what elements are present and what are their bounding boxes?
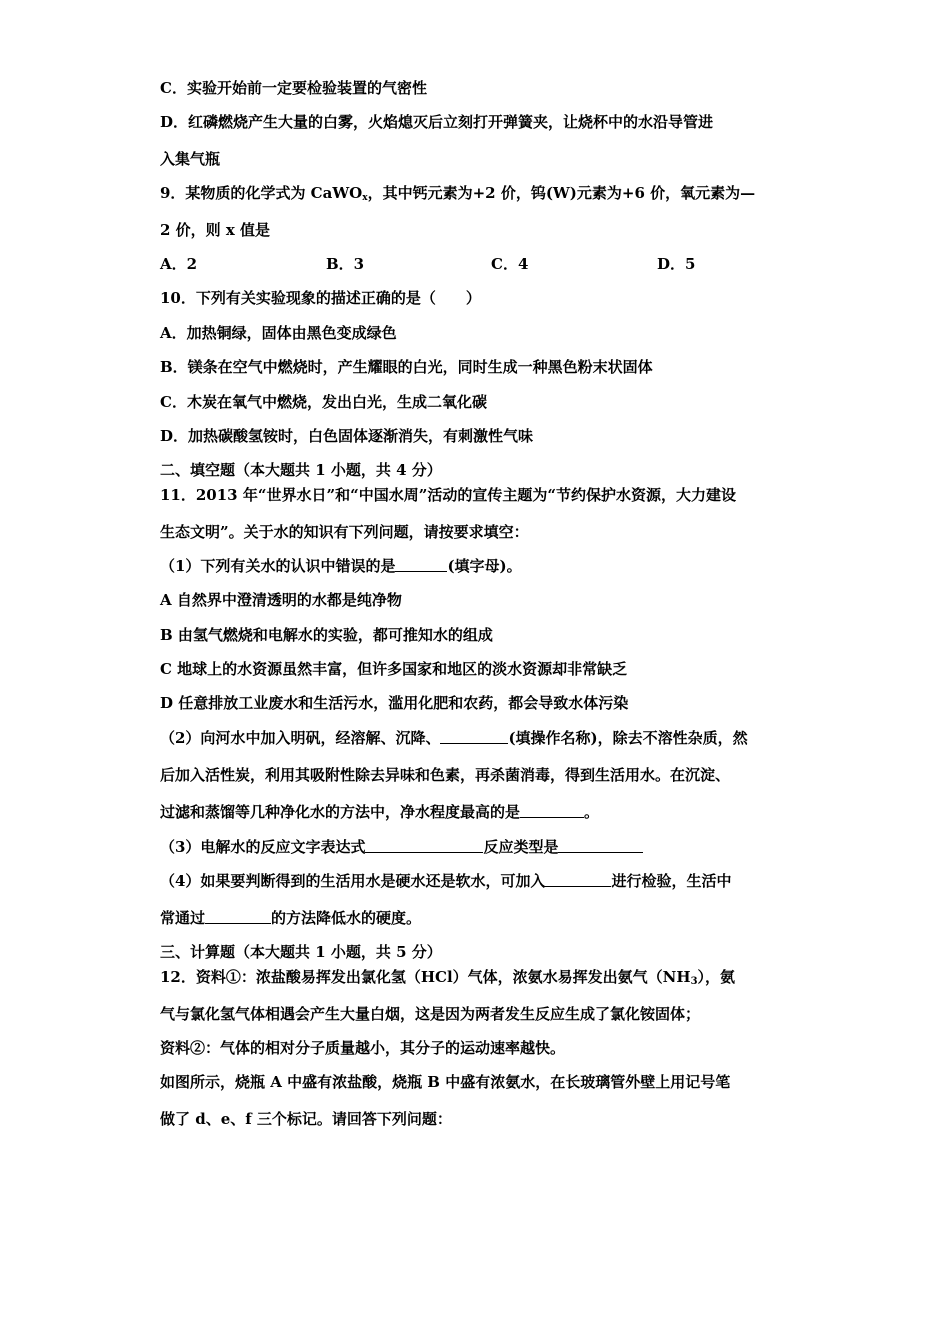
q9-stem: [160, 183, 755, 208]
q11-part2-line3-suffix: 。: [584, 803, 600, 821]
q9-stem-subscript: x: [362, 193, 368, 203]
q11-part3-middle: 反应类型是: [483, 838, 559, 856]
q11-part3-prefix: （3）电解水的反应文字表达式: [160, 838, 366, 856]
q11-part1-option-d: D 任意排放工业废水和生活污水，滥用化肥和农药，都会导致水体污染: [160, 694, 629, 712]
q10-option-b: B．镁条在空气中燃烧时，产生耀眼的白光，同时生成一种黑色粉末状固体: [160, 358, 653, 376]
q12-line2: 气与氯化氢气体相遇会产生大量白烟，这是因为两者发生反应生成了氯化铵固体；: [160, 1005, 701, 1023]
q11-part2-line2: 后加入活性炭，利用其吸附性除去异味和色素，再杀菌消毒，得到生活用水。在沉淀、: [160, 766, 731, 784]
q11-part2-blank2[interactable]: [520, 802, 584, 818]
q12-line1-prefix: 12．资料①：浓盐酸易挥发出氯化氢（HCl）气体，浓氨水易挥发出氨气（NH: [160, 968, 691, 986]
q10-stem: 10．下列有关实验现象的描述正确的是（ ）: [160, 289, 481, 307]
q11-part1-option-b: B 由氢气燃烧和电解水的实验，都可推知水的组成: [160, 626, 493, 644]
q8-option-d-line1: D．红磷燃烧产生大量的白雾，火焰熄灭后立刻打开弹簧夹，让烧杯中的水沿导管进: [160, 113, 714, 131]
q10-option-d: D．加热碳酸氢铵时，白色固体逐渐消失，有刺激性气味: [160, 427, 534, 445]
q11-part2-line3: [160, 802, 599, 822]
q11-part2-blank1[interactable]: [440, 728, 508, 744]
q9-option-a: A．2: [160, 255, 198, 273]
q9-stem-prefix: 9．某物质的化学式为 CaWO: [160, 184, 363, 202]
q11-part3-blank1[interactable]: [365, 837, 483, 853]
q8-option-d-line2: 入集气瓶: [160, 150, 221, 168]
q11-part2-line1: [160, 728, 748, 748]
q11-part2-prefix: （2）向河水中加入明矾，经溶解、沉降、: [160, 729, 441, 747]
q12-line1: [160, 967, 735, 992]
q10-option-c: C．木炭在氧气中燃烧，发出白光，生成二氧化碳: [160, 393, 487, 411]
q11-part2-suffix: (填操作名称)，除去不溶性杂质，然: [508, 729, 748, 747]
q9-option-b: B．3: [326, 255, 365, 273]
q9-option-c: C．4: [491, 255, 529, 273]
section2-heading: 二、填空题（本大题共 1 小题，共 4 分）: [160, 461, 442, 479]
q11-part1-blank[interactable]: [395, 556, 447, 572]
section3-heading: 三、计算题（本大题共 1 小题，共 5 分）: [160, 943, 442, 961]
q12-line4: 如图所示，烧瓶 A 中盛有浓盐酸，烧瓶 B 中盛有浓氨水，在长玻璃管外壁上用记号笔: [160, 1073, 731, 1091]
q11-part4-line2-prefix: 常通过: [160, 909, 206, 927]
q11-part3-blank2[interactable]: [558, 837, 643, 853]
q9-options: [160, 254, 800, 274]
q11-part1-prefix: （1）下列有关水的认识中错误的是: [160, 557, 396, 575]
q11-part4-prefix: （4）如果要判断得到的生活用水是硬水还是软水，可加入: [160, 872, 546, 890]
q12-line1-subscript: 3: [690, 976, 698, 987]
q9-stem-suffix: ，其中钙元素为+2 价，钨(W)元素为+6 价，氧元素为—: [367, 184, 756, 202]
q11-part4-blank2[interactable]: [205, 908, 271, 924]
q12-line5: 做了 d、e、f 三个标记。请回答下列问题：: [160, 1110, 452, 1128]
q9-stem-line2: 2 价，则 x 值是: [160, 221, 271, 239]
q11-part1-option-a: A 自然界中澄清透明的水都是纯净物: [160, 591, 402, 609]
q11-stem-line1: 11．2013 年“世界水日”和“中国水周”活动的宣传主题为“节约保护水资源，大力建设: [160, 486, 736, 504]
q11-part4-blank1[interactable]: [545, 871, 611, 887]
q11-part3: [160, 837, 643, 857]
q10-option-a: A．加热铜绿，固体由黑色变成绿色: [160, 324, 397, 342]
q9-option-d: D．5: [657, 255, 696, 273]
q11-part1-suffix: (填字母)。: [447, 557, 522, 575]
q11-part2-line3-prefix: 过滤和蒸馏等几种净化水的方法中，净水程度最高的是: [160, 803, 521, 821]
q11-part4-line1: [160, 871, 731, 891]
q11-part4-suffix: 进行检验，生活中: [611, 872, 732, 890]
q11-part1-option-c: C 地球上的水资源虽然丰富，但许多国家和地区的淡水资源却非常缺乏: [160, 660, 628, 678]
q11-part4-line2-suffix: 的方法降低水的硬度。: [271, 909, 422, 927]
q11-part4-line2: [160, 908, 421, 928]
q12-line1-suffix: ），氨: [697, 968, 736, 986]
q11-part1: [160, 556, 522, 576]
q8-option-c: C．实验开始前一定要检验装置的气密性: [160, 79, 427, 97]
q11-stem-line2: 生态文明”。关于水的知识有下列问题，请按要求填空：: [160, 523, 529, 541]
q12-line3: 资料②：气体的相对分子质量越小，其分子的运动速率越快。: [160, 1039, 566, 1057]
